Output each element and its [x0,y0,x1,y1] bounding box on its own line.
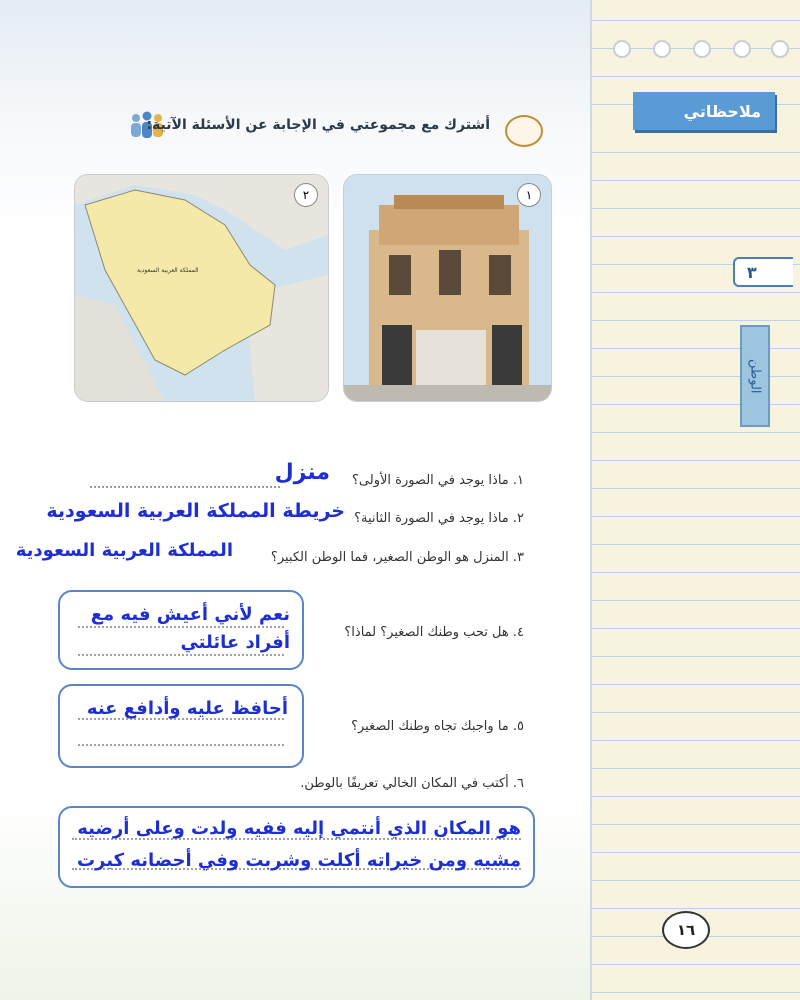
answer-line [78,744,284,746]
answer-4-line-2: أفراد عائلتي [180,632,290,653]
map-label: المملكة العربية السعودية [137,267,199,274]
question-3: ٣. المنزل هو الوطن الصغير، فما الوطن الكبير؟ [270,550,524,565]
answer-1[interactable]: منزل [274,460,330,485]
question-5: ٥. ما واجبك تجاه وطنك الصغير؟ [351,719,524,734]
answer-line [78,626,284,628]
answer-5: أحافظ عليه وأدافع عنه [86,698,288,719]
unit-tab [740,325,770,427]
answer-line [78,654,284,656]
answer-6-line-1: هو المكان الذي أنتمي إليه ففيه ولدت وعلى أرضيه [77,818,521,839]
question-2: ٢. ماذا يوجد في الصورة الثانية؟ [354,511,524,526]
answer-3[interactable]: المملكة العربية السعودية [15,540,233,561]
photo-number-badge: ٢ [294,183,318,207]
notes-strip [590,0,800,1000]
answer-box-4[interactable] [58,590,304,670]
house-photo [343,174,552,402]
answer-line [90,486,280,488]
question-4: ٤. هل تحب وطنك الصغير؟ لماذا؟ [344,625,524,640]
question-6: ٦. أكتب في المكان الخالي تعريفًا بالوطن. [300,776,524,791]
binder-hole [693,40,711,58]
page-number: ١٦ [662,911,710,949]
binder-hole [733,40,751,58]
think-icon [505,115,543,147]
unit-name: الوطن [747,358,763,394]
answer-4-line-1: نعم لأني أعيش فيه مع [90,604,290,625]
answer-2[interactable]: خريطة المملكة العربية السعودية [46,500,345,522]
answer-box-5[interactable] [58,684,304,768]
photo-number-badge: ١ [517,183,541,207]
answer-6-line-2: مشيه ومن خيراته أكلت وشربت وفي أحضانه كبرت [76,850,521,871]
binder-hole [653,40,671,58]
binder-hole [771,40,789,58]
activity-instruction: أشترك مع مجموعتي في الإجابة عن الأسئلة الآتية: [146,117,490,133]
answer-box-6[interactable] [58,806,535,888]
question-1: ١. ماذا يوجد في الصورة الأولى؟ [352,473,524,488]
notes-title: ملاحظاتي [633,92,775,130]
unit-number: ٣ [733,257,793,287]
activity-header [0,108,585,148]
binder-hole [613,40,631,58]
saudi-map-photo [74,174,329,402]
